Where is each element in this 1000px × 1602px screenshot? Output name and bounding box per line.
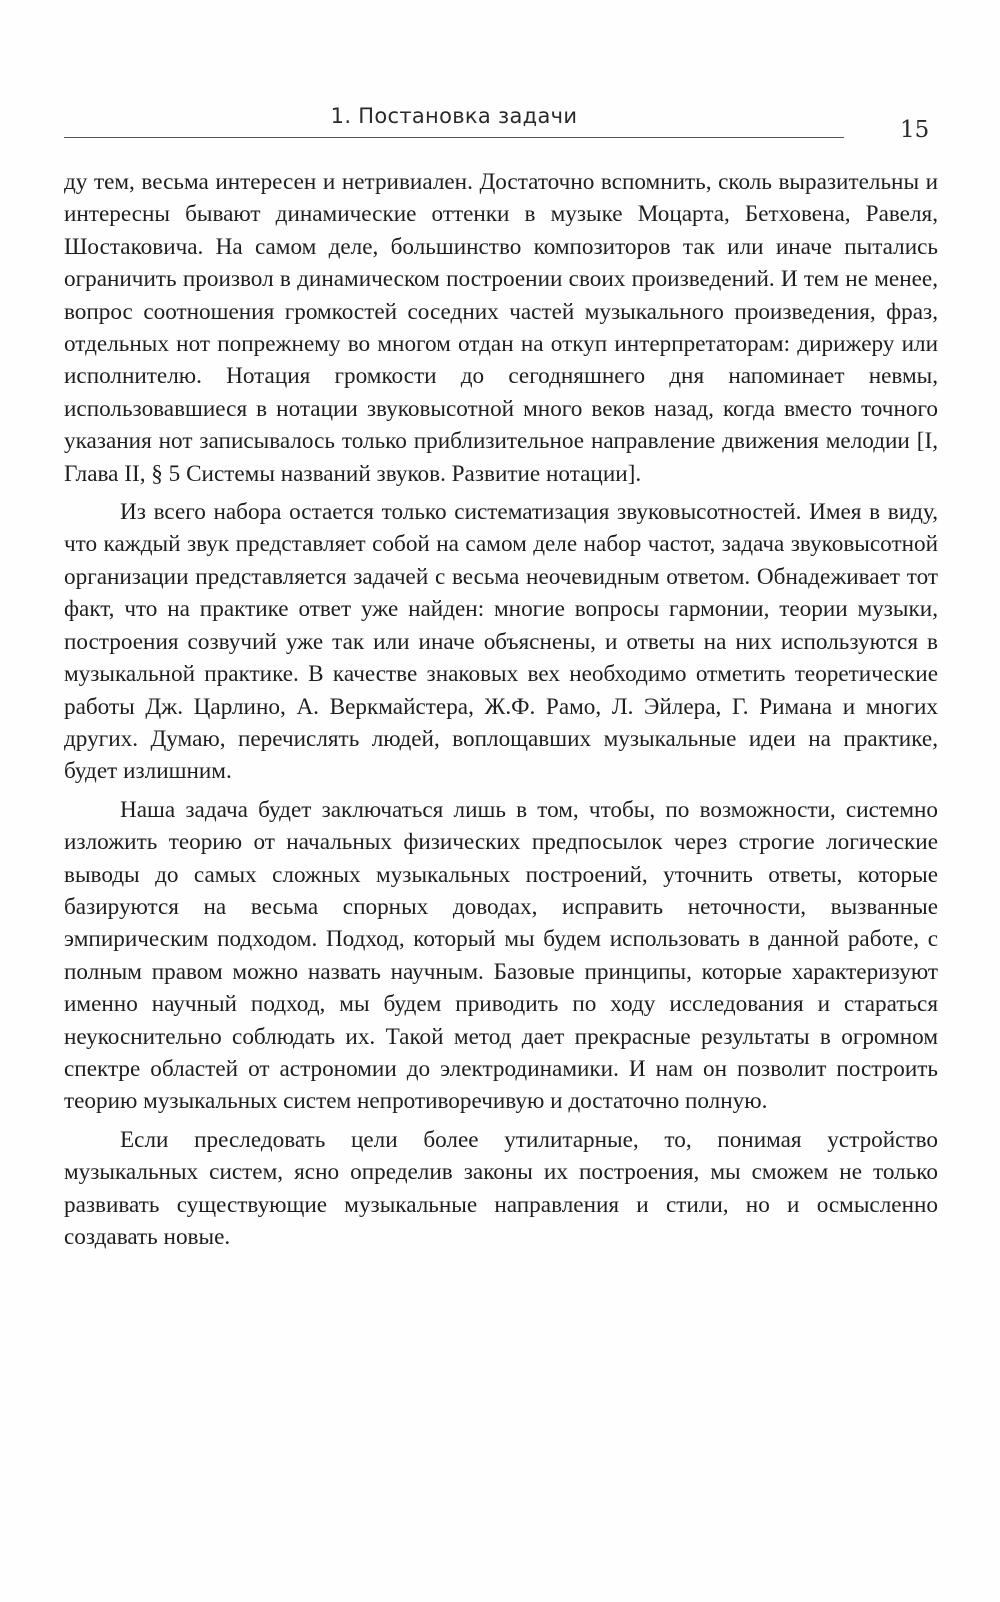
paragraph: Наша задача будет заключаться лишь в том, чтобы, по возможности, системно изложить теорию от начальных физических предпосылок через строгие логические выводы до самых сложных музыкальных построений, уточнить ответы, которые базируются на весьма спорных доводах, исправить неточности, вызванные эмпирическим подходом. Подход, который мы будем использовать в данной работе, с полным правом можно назвать научным. Базовые принципы, которые характеризуют именно научный подход, мы будем приводить по ходу исследования и стараться неукоснительно соблюдать их. Такой метод дает прекрасные результаты в огромном спектре областей от астрономии до электродинамики. И нам он позволит построить теорию музыкальных систем непротиворечивую и достаточно полную. xyxy=(64,796,938,1115)
paragraph: Если преследовать цели более утилитарные, то, понимая устройство музыкальных систем, ясно определив законы их построения, мы сможем не только развивать существующие музыкальные направления и стили, но и осмысленно создавать новые. xyxy=(64,1126,938,1250)
running-head: 1. Постановка задачи xyxy=(330,104,578,128)
page-number: 15 xyxy=(900,117,930,143)
header-rule xyxy=(64,137,844,138)
paragraph-continued: ду тем, весьма интересен и нетривиален. Достаточно вспомнить, сколь выразительны и интересны бывают динамические оттенки в музыке Моцарта, Бетховена, Равеля, Шостаковича. На самом деле, большинство композиторов так или иначе пытались ограничить произвол в динамическом построении своих произведений. И тем не менее, вопрос соотношения громкостей соседних частей музыкального произведения, фраз, отдельных нот попрежнему во многом отдан на откуп интерпретаторам: дирижеру или исполнителю. Нотация громкости до сегодняшнего дня напоминает невмы, использовавшиеся в нотации звуковысотной много веков назад, когда вместо точного указания нот записывалось только приблизительное направление движения мелодии [I, Глава II, § 5 Системы названий звуков. Развитие нотации]. xyxy=(64,169,938,487)
body-text xyxy=(64,166,938,1253)
page-header xyxy=(64,104,844,140)
paragraph: Из всего набора остается только систематизация звуковысотностей. Имея в виду, что каждый звук представляет собой на самом деле набор частот, задача звуковысотной организации представляется задачей с весьма неочевидным ответом. Обнадеживает тот факт, что на практике ответ уже найден: многие вопросы гармонии, теории музыки, построения созвучий уже так или иначе объяснены, и ответы на них используются в музыкальной практике. В качестве знаковых вех необходимо отметить теоретические работы Дж. Царлино, А. Веркмайстера, Ж.Ф. Рамо, Л. Эйлера, Г. Римана и многих других. Думаю, перечислять людей, воплощавших музыкальные идеи на практике, будет излишним. xyxy=(64,499,938,785)
